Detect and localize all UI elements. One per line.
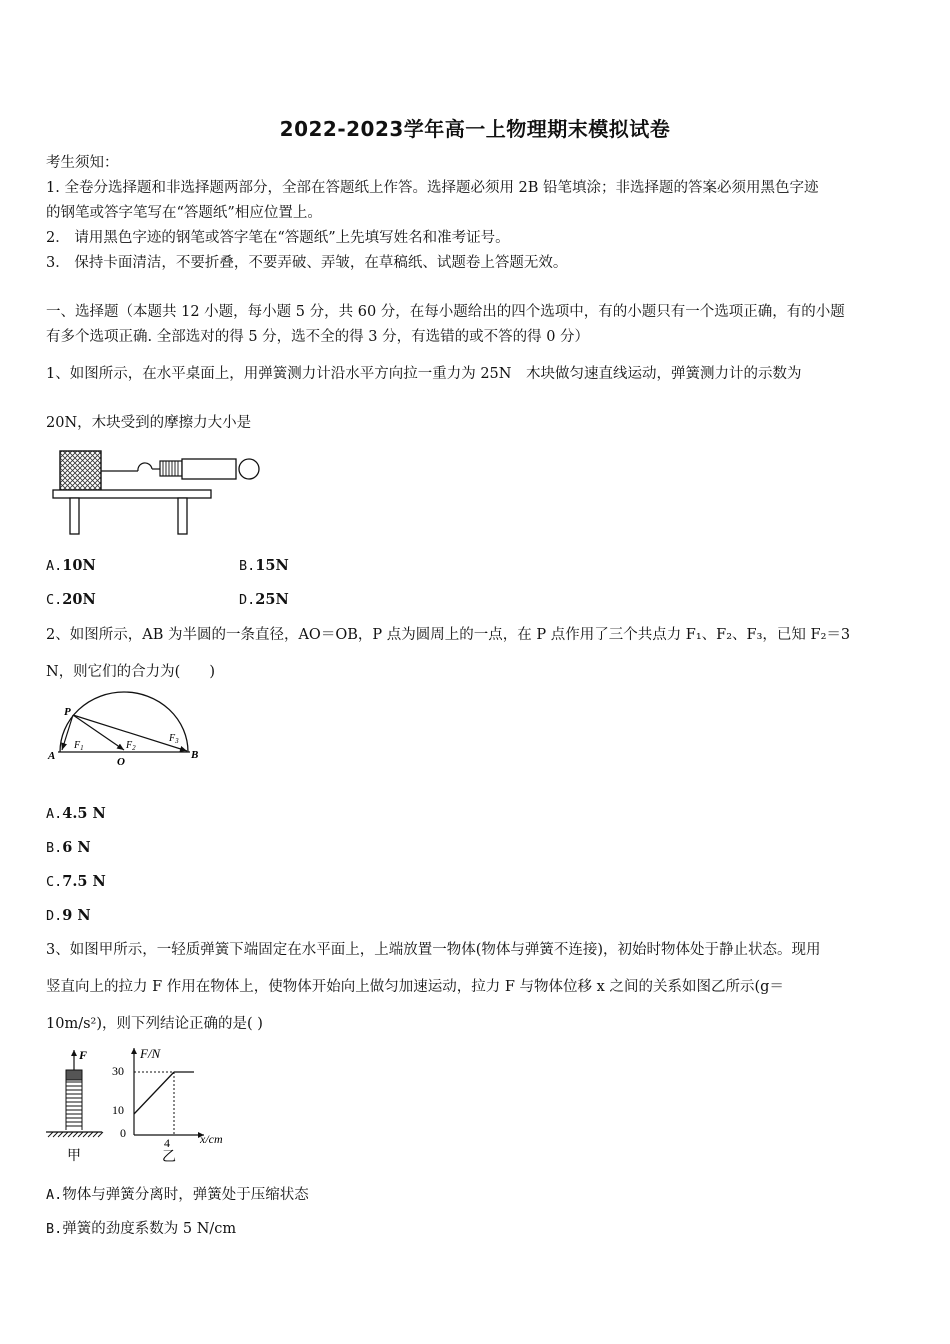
option-letter: B.	[239, 558, 256, 574]
option-letter: C.	[46, 592, 63, 608]
q3-option-b[interactable]	[46, 1217, 236, 1238]
table-top	[53, 490, 211, 498]
q2-option-b[interactable]	[46, 839, 91, 856]
option-value: 9 N	[62, 907, 91, 924]
q1-option-b[interactable]	[239, 557, 289, 574]
option-value: 25N	[255, 591, 289, 608]
q1-figure	[50, 448, 272, 538]
notice-item-3: 3． 保持卡面清洁，不要折叠，不要弄破、弄皱，在草稿纸、试题卷上答题无效。	[46, 255, 568, 271]
section-1-intro-b: 有多个选项正确. 全部选对的得 5 分，选不全的得 3 分，有选错的或不答的得 0 分）	[46, 329, 590, 345]
q1-option-d[interactable]	[239, 591, 289, 608]
q3-figure-jia	[44, 1044, 110, 1166]
object-block	[66, 1070, 82, 1080]
q3-stem-a: 3、如图甲所示，一轻质弹簧下端固定在水平面上，上端放置一物体(物体与弹簧不连接)，初始时物体处于静止状态。现用	[46, 942, 821, 958]
y-axis-label: F/N	[140, 1046, 161, 1061]
q2-figure	[44, 688, 204, 770]
label-p: P	[64, 706, 71, 718]
origin-label: 0	[120, 1126, 126, 1140]
x-axis-label: x/cm	[200, 1132, 223, 1146]
label-o: O	[117, 756, 125, 768]
plot-area	[134, 1072, 194, 1135]
q3-chart-yi	[108, 1044, 240, 1166]
q1-stem-a: 1、如图所示，在水平桌面上，用弹簧测力计沿水平方向拉一重力为 25N 木块做匀速直线运动，弹簧测力计的示数为	[46, 366, 802, 382]
label-f2: $F_2$	[126, 740, 136, 752]
table-leg-right	[178, 498, 187, 534]
option-letter: B.	[46, 840, 63, 856]
option-value: 10N	[62, 557, 96, 574]
q2-stem-a: 2、如图所示，AB 为半圆的一条直径，AO＝OB，P 点为圆周上的一点，在 P 点作用了三个共点力 F₁、F₂、F₃，已知 F₂＝3	[46, 627, 851, 643]
label-b: B	[191, 749, 199, 761]
q1-option-c[interactable]	[46, 591, 96, 608]
notice-item-1b: 的钢笔或答字笔写在“答题纸”相应位置上。	[46, 205, 322, 221]
notice-item-1a: 1. 全卷分选择题和非选择题两部分，全部在答题纸上作答。选择题必须用 2B 铅笔填涂；非选择题的答案必须用黑色字迹	[46, 180, 819, 196]
q3-stem-b: 竖直向上的拉力 F 作用在物体上，使物体开始向上做匀加速运动，拉力 F 与物体位移 x 之间的关系如图乙所示(g＝	[46, 979, 784, 995]
wood-block	[60, 451, 101, 490]
option-letter: A.	[46, 1187, 63, 1203]
notice-item-2: 2． 请用黑色字迹的钢笔或答字笔在“答题纸”上先填写姓名和准考证号。	[46, 230, 510, 246]
q2-option-a[interactable]	[46, 805, 106, 822]
label-f3: $F_3$	[169, 733, 179, 745]
x-tick-4: 4	[164, 1136, 170, 1150]
option-value: 4.5 N	[62, 805, 106, 822]
notice-heading: 考生须知：	[46, 155, 119, 171]
option-letter: A.	[46, 558, 63, 574]
q1-option-a[interactable]	[46, 557, 96, 574]
ground-hatch	[48, 1132, 103, 1137]
option-value: 6 N	[62, 839, 91, 856]
option-value: 7.5 N	[62, 873, 106, 890]
label-a: A	[48, 750, 56, 762]
series-segment-0	[134, 1072, 174, 1114]
q3-stem-c: 10m/s²)，则下列结论正确的是( )	[46, 1016, 263, 1032]
spring-coil	[160, 461, 182, 476]
spring-coil	[66, 1080, 82, 1130]
option-letter: D.	[46, 908, 63, 924]
option-value: 物体与弹簧分离时，弹簧处于压缩状态	[62, 1187, 309, 1203]
caption-yi: 乙	[162, 1150, 176, 1165]
spring-scale-ring	[239, 459, 259, 479]
q1-stem-b: 20N，木块受到的摩擦力大小是	[46, 415, 252, 431]
table-leg-left	[70, 498, 79, 534]
y-tick-10: 10	[112, 1103, 124, 1117]
spring-scale-body	[182, 459, 236, 479]
option-value: 20N	[62, 591, 96, 608]
spring-scale-hook	[138, 463, 152, 471]
option-letter: D.	[239, 592, 256, 608]
option-value: 15N	[255, 557, 289, 574]
y-tick-30: 30	[112, 1064, 124, 1078]
q3-option-a[interactable]	[46, 1183, 309, 1204]
page-title: 2022-2023学年高一上物理期末模拟试卷	[279, 117, 671, 141]
label-force: F	[79, 1048, 88, 1062]
label-f1: $F_1$	[74, 740, 84, 752]
option-letter: B.	[46, 1221, 63, 1237]
option-letter: A.	[46, 806, 63, 822]
q2-option-c[interactable]	[46, 873, 106, 890]
caption-jia: 甲	[67, 1149, 81, 1164]
option-value: 弹簧的劲度系数为 5 N/cm	[62, 1221, 237, 1237]
option-letter: C.	[46, 874, 63, 890]
q2-option-d[interactable]	[46, 907, 91, 924]
section-1-intro-a: 一、选择题（本题共 12 小题，每小题 5 分，共 60 分，在每小题给出的四个选项中，有的小题只有一个选项正确，有的小题	[46, 304, 845, 320]
q2-stem-b: N，则它们的合力为( )	[46, 664, 216, 680]
